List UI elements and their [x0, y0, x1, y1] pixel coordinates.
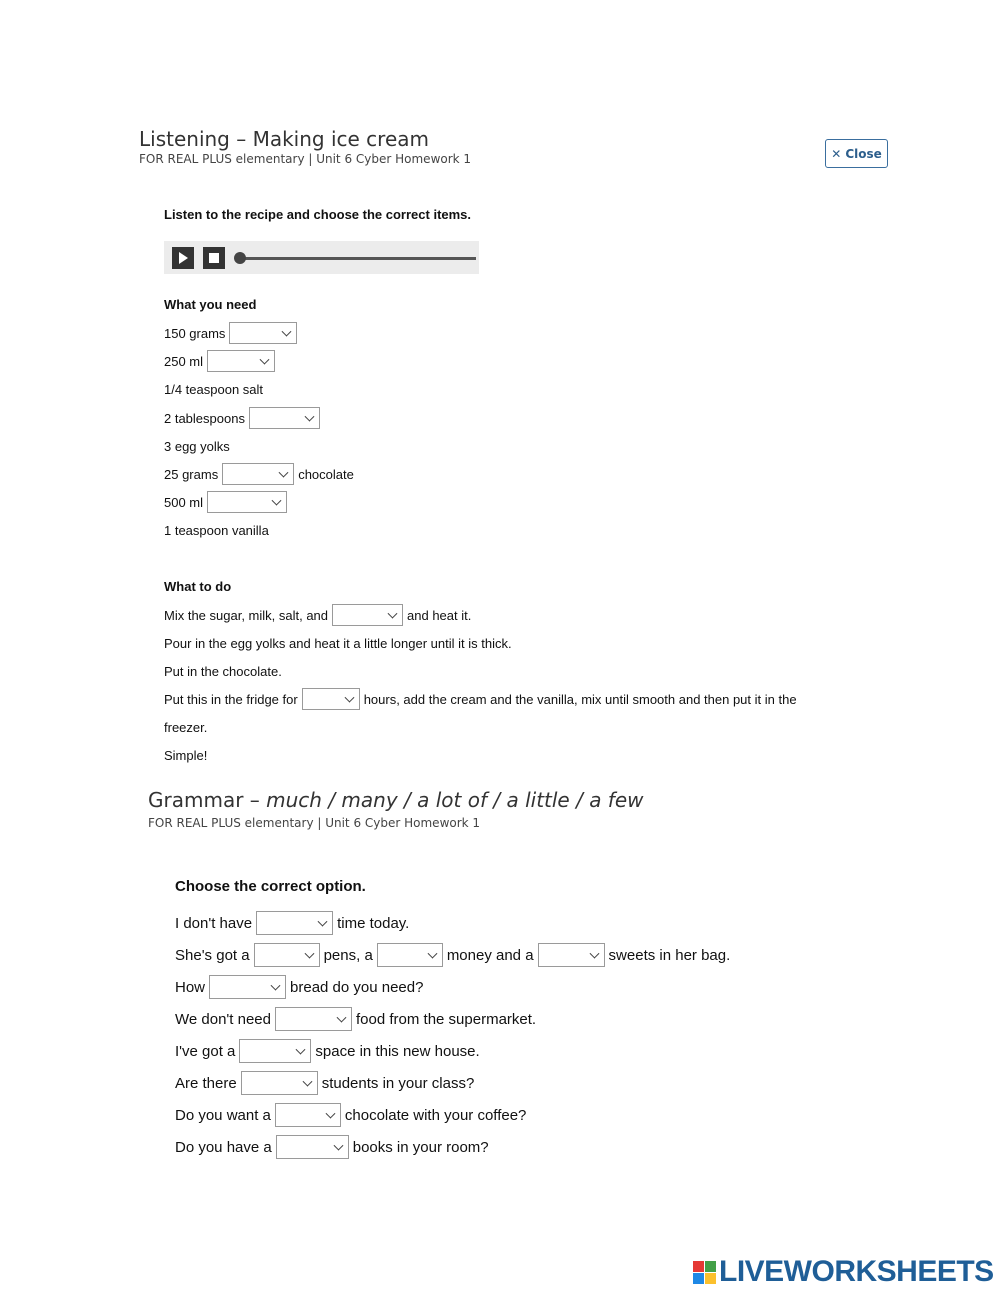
- sentence-text: Do you want a: [175, 1106, 271, 1124]
- answer-select[interactable]: [254, 943, 320, 967]
- answer-select[interactable]: [256, 911, 333, 935]
- answer-select[interactable]: [207, 491, 287, 513]
- do-line-1: [164, 604, 471, 626]
- sentence-text: money and a: [446, 946, 534, 964]
- do-line-5: [164, 716, 207, 738]
- need-line-3: [164, 378, 263, 400]
- do-line-3: [164, 660, 282, 682]
- chevron-down-icon: [304, 949, 314, 959]
- sentence-text: chocolate with your coffee?: [344, 1106, 527, 1124]
- chevron-down-icon: [427, 949, 437, 959]
- need-text: 1/4 teaspoon salt: [164, 381, 264, 397]
- answer-select[interactable]: [239, 1039, 311, 1063]
- need-line-6: [164, 463, 354, 485]
- do-text: Pour in the egg yolks and heat it a little longer until it is thick.: [164, 635, 512, 651]
- answer-select[interactable]: [222, 463, 294, 485]
- need-text: 3 egg yolks: [164, 438, 230, 454]
- logo-square: [693, 1261, 704, 1272]
- grammar-title: [148, 788, 644, 812]
- sentence-text: We don't need: [175, 1010, 271, 1028]
- sentence-text: She's got a: [175, 946, 250, 964]
- sentence-text: books in your room?: [352, 1138, 489, 1156]
- need-line-1: [164, 322, 297, 344]
- need-text: 25 grams: [164, 466, 219, 482]
- need-line-2: [164, 350, 275, 372]
- answer-select[interactable]: [229, 322, 297, 344]
- stop-icon: [209, 253, 219, 263]
- logo-square: [693, 1273, 704, 1284]
- need-text: 250 ml: [164, 353, 204, 369]
- do-text: and heat it.: [407, 607, 472, 623]
- chevron-down-icon: [272, 496, 282, 506]
- chevron-down-icon: [337, 1013, 347, 1023]
- sentence-text: Are there: [175, 1074, 237, 1092]
- listening-instruction: Listen to the recipe and choose the correct items.: [164, 207, 472, 222]
- chevron-down-icon: [271, 981, 281, 991]
- grammar-sentence-3: [175, 975, 423, 999]
- liveworksheets-logo: [693, 1255, 994, 1289]
- answer-select[interactable]: [249, 407, 320, 429]
- close-icon: ✕: [831, 146, 842, 161]
- do-line-2: [164, 632, 512, 654]
- answer-select[interactable]: [538, 943, 605, 967]
- sentence-text: sweets in her bag.: [608, 946, 731, 964]
- play-button[interactable]: [172, 247, 194, 269]
- answer-select[interactable]: [241, 1071, 318, 1095]
- do-text: Put in the chocolate.: [164, 663, 282, 679]
- do-text: hours, add the cream and the vanilla, mix until smooth and then put it in the: [363, 691, 797, 707]
- need-text: 1 teaspoon vanilla: [164, 522, 269, 538]
- grammar-sentence-1: [175, 911, 409, 935]
- need-line-8: [164, 519, 269, 541]
- do-line-4: [164, 688, 797, 710]
- need-heading: What you need: [164, 297, 257, 312]
- answer-select[interactable]: [276, 1135, 349, 1159]
- chevron-down-icon: [282, 327, 292, 337]
- grammar-title-italic: much / many / a lot of / a little / a few: [266, 788, 644, 812]
- audio-player: [164, 241, 479, 274]
- chevron-down-icon: [260, 355, 270, 365]
- sentence-text: space in this new house.: [315, 1042, 480, 1060]
- do-heading: What to do: [164, 579, 232, 594]
- chevron-down-icon: [318, 917, 328, 927]
- need-text: 150 grams: [164, 325, 226, 341]
- grammar-sentence-8: [175, 1135, 489, 1159]
- need-text: 500 ml: [164, 494, 204, 510]
- logo-square: [705, 1273, 716, 1284]
- sentence-text: Do you have a: [175, 1138, 272, 1156]
- sentence-text: students in your class?: [321, 1074, 475, 1092]
- listening-title: Listening – Making ice cream: [139, 127, 429, 151]
- chevron-down-icon: [388, 609, 398, 619]
- do-text: Put this in the fridge for: [164, 691, 298, 707]
- answer-select[interactable]: [275, 1103, 341, 1127]
- stop-button[interactable]: [203, 247, 225, 269]
- close-label: Close: [845, 146, 882, 161]
- sentence-text: How: [175, 978, 206, 996]
- chevron-down-icon: [302, 1077, 312, 1087]
- sentence-text: time today.: [337, 914, 410, 932]
- answer-select[interactable]: [209, 975, 286, 999]
- do-line-6: [164, 744, 207, 766]
- chevron-down-icon: [325, 1109, 335, 1119]
- close-button[interactable]: [825, 139, 888, 168]
- logo-square: [705, 1261, 716, 1272]
- play-icon: [178, 252, 188, 264]
- need-text: chocolate: [298, 466, 354, 482]
- chevron-down-icon: [344, 693, 354, 703]
- answer-select[interactable]: [332, 604, 403, 626]
- grammar-sentence-2: [175, 943, 730, 967]
- answer-select[interactable]: [377, 943, 443, 967]
- sentence-text: pens, a: [323, 946, 373, 964]
- answer-select[interactable]: [275, 1007, 352, 1031]
- need-text: 2 tablespoons: [164, 410, 245, 426]
- grammar-instruction: Choose the correct option.: [175, 878, 366, 895]
- chevron-down-icon: [333, 1141, 343, 1151]
- chevron-down-icon: [305, 412, 315, 422]
- grammar-title-plain: Grammar –: [148, 788, 267, 812]
- sentence-text: bread do you need?: [290, 978, 424, 996]
- grammar-sentence-6: [175, 1071, 474, 1095]
- listening-subtitle: FOR REAL PLUS elementary | Unit 6 Cyber Homework 1: [139, 152, 472, 166]
- need-line-4: [164, 407, 320, 429]
- sentence-text: I don't have: [175, 914, 253, 932]
- audio-progress-track[interactable]: [240, 257, 476, 260]
- grammar-sentence-5: [175, 1039, 480, 1063]
- sentence-text: I've got a: [175, 1042, 236, 1060]
- do-text: Simple!: [164, 747, 208, 763]
- need-line-7: [164, 491, 287, 513]
- logo-mark-icon: [693, 1261, 716, 1284]
- need-line-5: [164, 435, 230, 457]
- answer-select[interactable]: [302, 688, 360, 710]
- do-text: Mix the sugar, milk, salt, and: [164, 607, 329, 623]
- answer-select[interactable]: [207, 350, 275, 372]
- logo-text: LIVEWORKSHEETS: [719, 1255, 994, 1288]
- do-text: freezer.: [164, 719, 208, 735]
- chevron-down-icon: [296, 1045, 306, 1055]
- chevron-down-icon: [279, 468, 289, 478]
- audio-progress-handle[interactable]: [234, 252, 246, 264]
- chevron-down-icon: [589, 949, 599, 959]
- sentence-text: food from the supermarket.: [356, 1010, 537, 1028]
- grammar-sentence-4: [175, 1007, 536, 1031]
- grammar-subtitle: FOR REAL PLUS elementary | Unit 6 Cyber Homework 1: [148, 816, 481, 830]
- grammar-sentence-7: [175, 1103, 526, 1127]
